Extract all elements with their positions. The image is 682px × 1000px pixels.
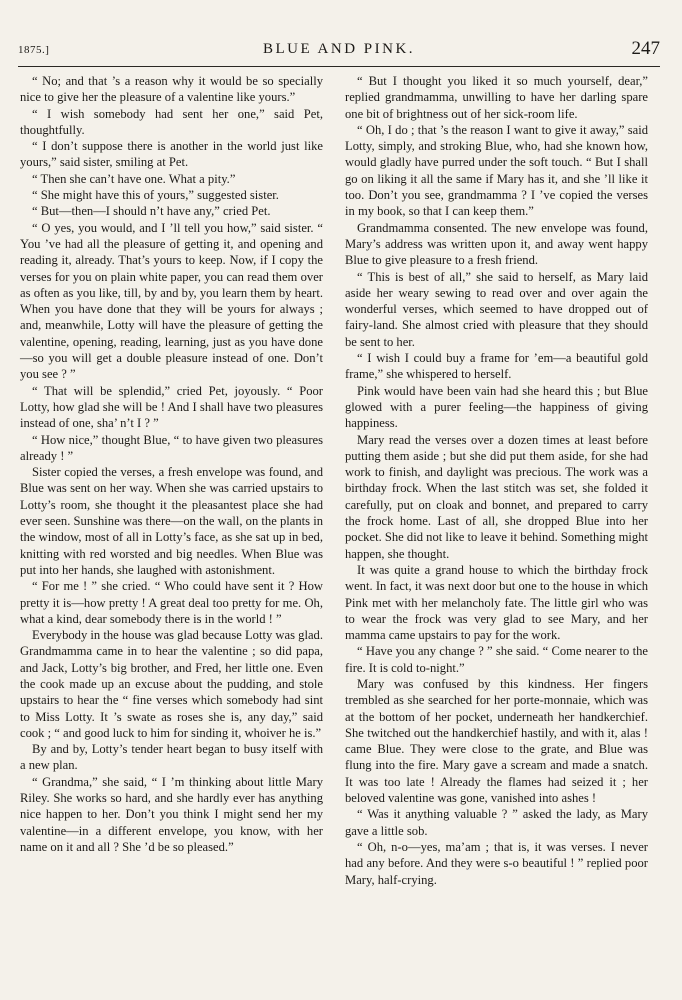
- right-column: [345, 73, 648, 888]
- paragraph: By and by, Lotty’s tender heart began to busy itself with a new plan.: [20, 742, 323, 773]
- running-header: [18, 38, 660, 60]
- header-title: BLUE AND PINK.: [262, 41, 416, 57]
- header-rule: [18, 66, 660, 67]
- paragraph: “ I don’t suppose there is another in the world just like yours,” said sister, smiling at Pet.: [20, 139, 323, 170]
- paragraph: “ But—then—I should n’t have any,” cried Pet.: [32, 204, 271, 219]
- paragraph: “ O yes, you would, and I ’ll tell you how,” said sister. “ You ’ve had all the pleasure of getting it, and opening and reading it, already. That’s yours to keep. Now, if I copy the verses for you on plain white paper, you can read them over as often as you like, till, by and by, you learn them by heart. When you have done that they will be yours for always ; and, meanwhile, Lotty will have the pleasure of getting the valentine, opening, reading, learning, just as you have done—so you will get a double pleasure instead of one. Don’t you see ? ”: [20, 220, 323, 382]
- paragraph: “ I wish I could buy a frame for ’em—a beautiful gold frame,” she whispered to herself.: [345, 351, 648, 382]
- paragraph: Pink would have been vain had she heard this ; but Blue glowed with a purer feeling—the happiness of giving happiness.: [345, 383, 648, 431]
- paragraph: “ Then she can’t have one. What a pity.”: [32, 171, 236, 186]
- paragraph: “ This is best of all,” she said to herself, as Mary laid aside her weary sewing to read over and over again the wonderful verses, which seemed to have dropped out of fairy-land. She almost cried with pleasure that they should be sent to her.: [345, 269, 648, 349]
- paragraph: Sister copied the verses, a fresh envelope was found, and Blue was sent on her way. When she was carried upstairs to Lotty’s room, she thought it the pleasantest place she had ever seen. Sunshine was there—on the wall, on the plants in the window, most of all in Lotty’s face, as she sat up in bed, knitting with red worsted and big needles. When Blue was put into her hands, she laughed with astonishment.: [20, 465, 323, 577]
- page-number: 247: [631, 38, 660, 59]
- paragraph: “ How nice,” thought Blue, “ to have given two pleasures already ! ”: [20, 432, 323, 463]
- paragraph: “ Oh, I do ; that ’s the reason I want to give it away,” said Lotty, simply, and stroking Blue, who, had she known how, would gladly have purred under the soft touch. “ But I shall go on liking it all the same if Mary has it, and she ’ll like it too. Don’t you see, grandmamma ? I ’ve copied the verses in my book, so that I can keep them.”: [345, 122, 648, 219]
- header-year: 1875.]: [18, 44, 50, 56]
- paragraph: Mary read the verses over a dozen times at least before putting them aside ; but she did put them aside, for she had work to finish, and daylight was precious. The work was a birthday frock. When the last stitch was set, she folded it carefully, put on cloak and bonnet, and prepared to carry the frock home. Last of all, she dropped Blue into her pocket. She did not like to leave it behind. Something might happen, she thought.: [345, 432, 648, 561]
- paragraph: “ Have you any change ? ” she said. “ Come nearer to the fire. It is cold to-night.”: [345, 644, 648, 675]
- paragraph: “ I wish somebody had sent her one,” said Pet, thoughtfully.: [20, 106, 323, 137]
- paragraph: It was quite a grand house to which the birthday frock went. In fact, it was next door but one to the house in which Pink met with her melancholy fate. The little girl who was to wear the frock was very glad to see Mary, and her mamma came upstairs to pay for the work.: [345, 562, 648, 643]
- paragraph: “ Oh, n-o—yes, ma’am ; that is, it was verses. I never had any before. And they were s-o beautiful ! ” replied poor Mary, half-crying.: [345, 839, 648, 887]
- paragraph: “ That will be splendid,” cried Pet, joyously. “ Poor Lotty, how glad she will be ! And I shall have two pleasures instead of one, sha’ n’t I ? ”: [20, 383, 323, 431]
- paragraph: “ No; and that ’s a reason why it would be so specially nice to give her the pleasure of a valentine like yours.”: [20, 74, 323, 105]
- paragraph: “ But I thought you liked it so much yourself, dear,” replied grandmamma, unwilling to have her darling spare one bit of brightness out of her sick-room life.: [345, 74, 648, 121]
- paragraph: Mary was confused by this kindness. Her fingers trembled as she searched for her porte-monnaie, which was at the bottom of her pocket, underneath her handkerchief. She twitched out the handkerchief hastily, and with it, alas ! came Blue. They were close to the grate, and Blue was flung into the fire. Mary gave a scream and made a snatch. It was too late ! Already the flames had seized it ; her beloved valentine was gone, vanished into ashes !: [345, 676, 648, 806]
- paragraph: Grandmamma consented. The new envelope was found, Mary’s address was written upon it, and away went happy Blue to give pleasure to a fresh friend.: [345, 220, 648, 268]
- paragraph: “ For me ! ” she cried. “ Who could have sent it ? How pretty it is—how pretty ! A great deal too pretty for me. Oh, what a kind, dear somebody there is in the world ! ”: [20, 579, 323, 626]
- paragraph: Everybody in the house was glad because Lotty was glad. Grandmamma came in to hear the valentine ; so did papa, and Jack, Lotty’s big brother, and Fred, her little one. Even the cook made up an excuse about the pudding, and stole upstairs to hear the “ fine verses which somebody had sint to Miss Lotty. It ’s swate as roses she is, any day,” said cook ; “ and good luck to him for sinding it, whoiver he is.”: [20, 628, 323, 740]
- left-column: [20, 73, 323, 855]
- paragraph: “ Grandma,” she said, “ I ’m thinking about little Mary Riley. She works so hard, and she hardly ever has anything nice happen to her. Don’t you think I might send her my valentine—in a different envelope, you know, with her name on it and all ? She ’d be so pleased.”: [20, 774, 323, 854]
- paragraph: “ She might have this of yours,” suggested sister.: [32, 188, 279, 203]
- paragraph: “ Was it anything valuable ? ” asked the lady, as Mary gave a little sob.: [345, 807, 648, 838]
